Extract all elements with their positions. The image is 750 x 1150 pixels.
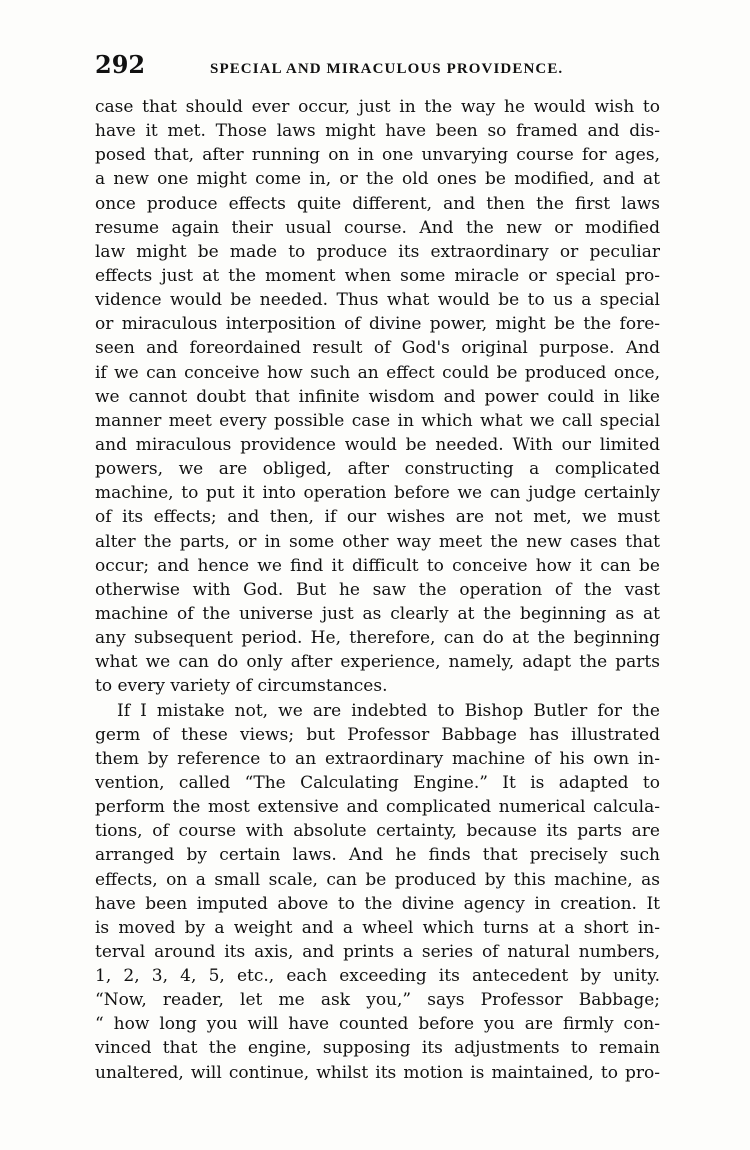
text-line: perform the most extensive and complicated numerical calcula- [95, 797, 660, 818]
text-line: germ of these views; but Professor Babbage has illustrated [95, 724, 660, 745]
text-line: any subsequent period. He, therefore, can do at the beginning [95, 628, 660, 649]
body-text [95, 95, 660, 1085]
text-line: vidence would be needed. Thus what would be to us a special [95, 290, 660, 311]
text-line: resume again their usual course. And the new or modified [95, 217, 660, 238]
text-line: effects just at the moment when some miracle or special pro- [95, 265, 660, 286]
text-line: “Now, reader, let me ask you,” says Professor Babbage; [95, 990, 660, 1011]
text-line: posed that, after running on in one unvarying course for ages, [95, 145, 660, 166]
text-line: alter the parts, or in some other way meet the new cases that [95, 531, 660, 552]
text-line: once produce effects quite different, and then the first laws [95, 193, 660, 214]
running-title: SPECIAL AND MIRACULOUS PROVIDENCE. [210, 61, 564, 77]
text-line: case that should ever occur, just in the way he would wish to [95, 97, 660, 117]
text-line-paragraph-end: to every variety of circumstances. [95, 676, 388, 697]
text-line: occur; and hence we find it difficult to conceive how it can be [95, 555, 660, 576]
text-line: powers, we are obliged, after constructing a complicated [95, 459, 660, 480]
text-line: them by reference to an extraordinary machine of his own in- [95, 748, 660, 769]
text-line: have it met. Those laws might have been so framed and dis- [95, 121, 660, 142]
text-line: what we can do only after experience, namely, adapt the parts [95, 652, 660, 673]
text-line: machine of the universe just as clearly at the beginning as at [95, 603, 660, 624]
text-line: unaltered, will continue, whilst its motion is maintained, to pro- [95, 1062, 660, 1083]
text-line: 1, 2, 3, 4, 5, etc., each exceeding its antecedent by unity. [95, 966, 660, 987]
text-line: effects, on a small scale, can be produced by this machine, as [95, 869, 660, 890]
text-line: vention, called “The Calculating Engine.” It is adapted to [95, 772, 660, 793]
text-line: and miraculous providence would be needed. With our limited [95, 434, 660, 455]
text-line: have been imputed above to the divine agency in creation. It [95, 893, 660, 914]
text-line: of its effects; and then, if our wishes are not met, we must [95, 507, 660, 528]
running-head [95, 50, 655, 84]
text-line: if we can conceive how such an effect could be produced once, [95, 362, 660, 383]
text-line: arranged by certain laws. And he finds that precisely such [95, 845, 660, 866]
text-line: manner meet every possible case in which what we call special [95, 410, 660, 431]
text-line: tions, of course with absolute certainty, because its parts are [95, 821, 660, 842]
text-line: or miraculous interposition of divine power, might be the fore- [95, 314, 660, 335]
text-line: law might be made to produce its extraordinary or peculiar [95, 241, 660, 262]
page-number: 292 [95, 50, 146, 79]
text-line: is moved by a weight and a wheel which turns at a short in- [95, 917, 660, 938]
text-line: otherwise with God. But he saw the operation of the vast [95, 579, 660, 600]
text-line: machine, to put it into operation before we can judge certainly [95, 483, 660, 504]
text-line: vinced that the engine, supposing its adjustments to remain [95, 1038, 660, 1059]
text-line: terval around its axis, and prints a series of natural numbers, [95, 941, 660, 962]
text-line: seen and foreordained result of God's original purpose. And [95, 338, 660, 359]
text-line: we cannot doubt that infinite wisdom and power could in like [95, 386, 660, 407]
text-line: a new one might come in, or the old ones be modified, and at [95, 169, 660, 190]
text-line: “ how long you will have counted before you are firmly con- [95, 1014, 660, 1035]
text-line-paragraph-start: If I mistake not, we are indebted to Bishop Butler for the [117, 700, 660, 721]
